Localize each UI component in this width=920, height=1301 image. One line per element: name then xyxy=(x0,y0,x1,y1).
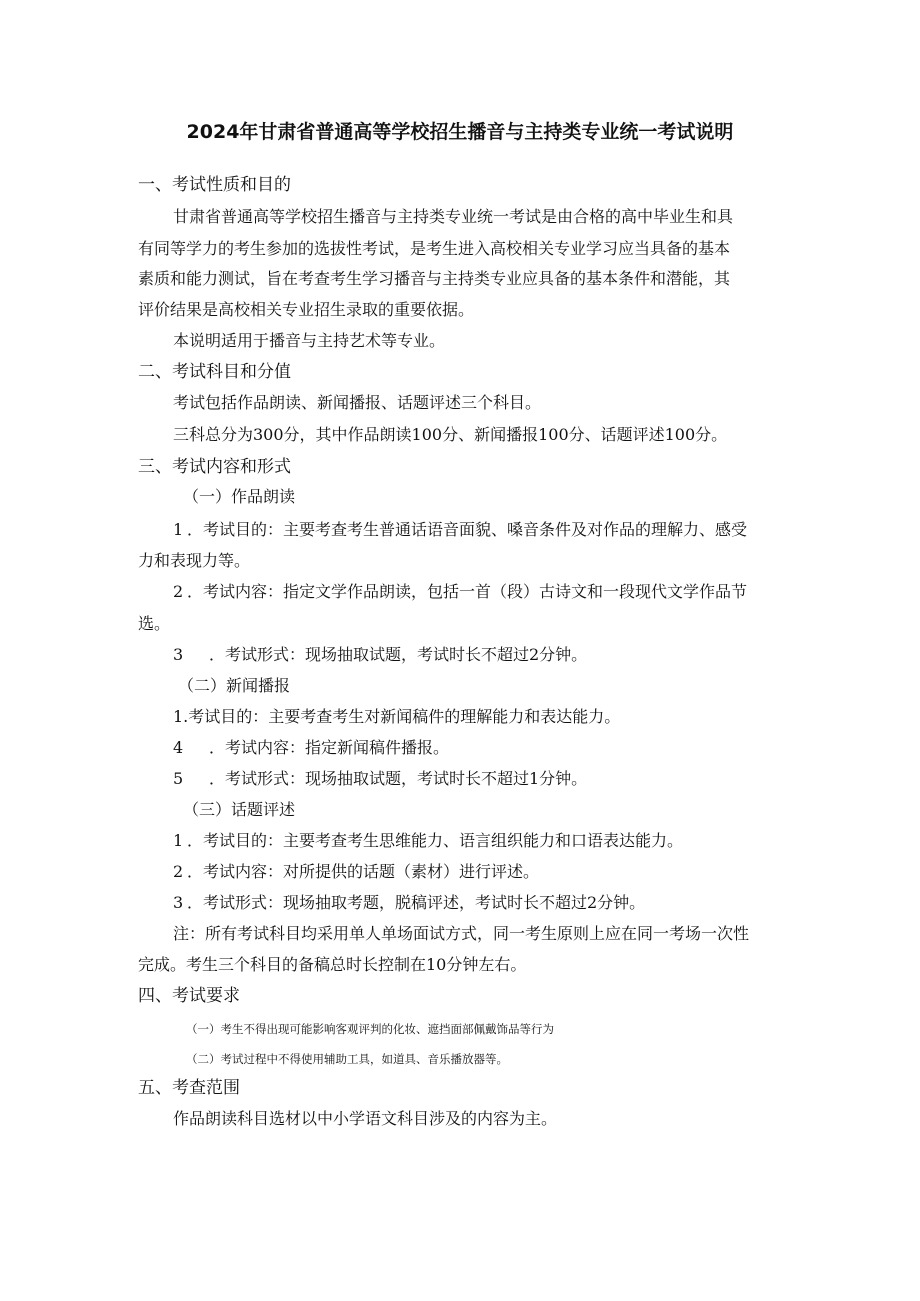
list-item xyxy=(173,768,587,790)
requirement-item: （二）考试过程中不得使用辅助工具，如道具、音乐播放器等。 xyxy=(186,1052,508,1066)
item-number: 5 xyxy=(173,769,184,788)
section-heading-5: 五、考查范围 xyxy=(138,1078,240,1098)
paragraph-line: 本说明适用于播音与主持艺术等专业。 xyxy=(173,331,446,350)
item-number: 2 xyxy=(173,862,184,881)
item-number: 3 xyxy=(173,893,184,912)
item-text: ．考试形式：现场抽取试题，考试时长不超过2分钟。 xyxy=(209,645,588,664)
section-heading-3: 三、考试内容和形式 xyxy=(138,457,291,477)
item-text: ．考试形式：现场抽取考题，脱稿评述，考试时长不超过2分钟。 xyxy=(187,893,646,912)
section-heading-4: 四、考试要求 xyxy=(138,986,240,1006)
item-number: 3 xyxy=(173,645,184,664)
document-title: 2024年甘肃省普通高等学校招生播音与主持类专业统一考试说明 xyxy=(186,121,734,143)
subsection-heading: （一）作品朗读 xyxy=(183,487,296,506)
section-heading-1: 一、考试性质和目的 xyxy=(138,175,291,195)
paragraph-line: 素质和能力测试，旨在考查考生学习播音与主持类专业应具备的基本条件和潜能，其 xyxy=(138,269,731,288)
paragraph-line: 作品朗读科目选材以中小学语文科目涉及的内容为主。 xyxy=(173,1109,558,1128)
note-line: 完成。考生三个科目的备稿总时长控制在10分钟左右。 xyxy=(138,955,527,974)
item-text: 考试目的：主要考查考生对新闻稿件的理解能力和表达能力。 xyxy=(188,707,621,726)
item-number: 1 xyxy=(173,831,184,850)
paragraph-line: 评价结果是高校相关专业招生录取的重要依据。 xyxy=(138,300,475,319)
subsection-heading: （三）话题评述 xyxy=(183,800,296,819)
subsection-heading: （二）新闻播报 xyxy=(178,676,291,695)
item-number: 2 xyxy=(173,582,184,601)
list-item xyxy=(173,830,683,852)
list-item xyxy=(173,581,747,603)
item-text: ．考试内容：指定文学作品朗读，包括一首（段）古诗文和一段现代文学作品节 xyxy=(187,582,748,601)
item-text: ．考试内容：对所提供的话题（素材）进行评述。 xyxy=(187,862,540,881)
list-item xyxy=(173,892,645,914)
paragraph-line: 三科总分为300分，其中作品朗读100分、新闻播报100分、话题评述100分。 xyxy=(173,425,728,444)
paragraph-line: 考试包括作品朗读、新闻播报、话题评述三个科目。 xyxy=(173,393,542,412)
list-item xyxy=(173,519,747,541)
paragraph-line: 选。 xyxy=(138,614,171,633)
paragraph-line: 力和表现力等。 xyxy=(138,551,251,570)
item-text: ．考试形式：现场抽取试题，考试时长不超过1分钟。 xyxy=(209,769,588,788)
note-line: 注：所有考试科目均采用单人单场面试方式，同一考生原则上应在同一考场一次性 xyxy=(173,924,750,943)
section-heading-2: 二、考试科目和分值 xyxy=(138,362,291,382)
item-text: ．考试内容：指定新闻稿件播报。 xyxy=(209,738,450,757)
paragraph-line: 有同等学力的考生参加的选拔性考试，是考生进入高校相关专业学习应当具备的基本 xyxy=(138,239,731,258)
item-number: 4 xyxy=(173,738,184,757)
requirement-item: （一）考生不得出现可能影响客观评判的化妆、遮挡面部佩戴饰品等行为 xyxy=(186,1022,554,1036)
list-item xyxy=(173,644,587,666)
item-number: 1. xyxy=(173,707,189,726)
paragraph-line: 甘肃省普通高等学校招生播音与主持类专业统一考试是由合格的高中毕业生和具 xyxy=(173,207,734,226)
item-text: ．考试目的：主要考查考生普通话语音面貌、嗓音条件及对作品的理解力、感受 xyxy=(187,520,748,539)
item-number: 1 xyxy=(173,520,184,539)
list-item xyxy=(173,737,449,759)
item-text: ．考试目的：主要考查考生思维能力、语言组织能力和口语表达能力。 xyxy=(187,831,684,850)
list-item xyxy=(173,861,539,883)
list-item xyxy=(173,706,620,728)
